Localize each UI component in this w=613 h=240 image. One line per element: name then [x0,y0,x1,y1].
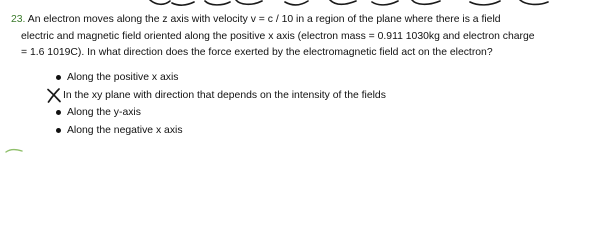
question-text-line-3: = 1.6 1019C). In what direction does the force exerted by the electromagnetic field act on the electron? [21,47,493,59]
answer-options [56,69,596,139]
question-number: 23. [11,14,26,25]
bullet-icon [56,128,61,133]
bullet-icon [56,75,61,80]
option-xy-plane[interactable] [56,87,596,105]
handwritten-scribble-top [0,0,613,8]
option-label: Along the negative x axis [67,124,183,136]
question-line-1 [11,12,609,29]
question-block [11,12,609,62]
question-text-line-2: electric and magnetic field oriented along the positive x axis (electron mass = 0.911 1030kg and electron charge [21,30,535,42]
option-label: Along the positive x axis [67,72,179,83]
option-negative-x-axis[interactable] [56,122,596,140]
handwritten-mark-corner [0,148,30,156]
bullet-icon [56,110,61,115]
handwritten-x-mark-icon [46,88,62,103]
option-y-axis[interactable] [56,104,596,122]
question-text-line-1: An electron moves along the z axis with velocity v = c / 10 in a region of the plane where there is a field [27,14,501,25]
option-label: Along the y-axis [67,107,141,118]
option-positive-x-axis[interactable] [56,69,596,87]
option-label: In the xy plane with direction that depends on the intensity of the fields [63,89,386,101]
